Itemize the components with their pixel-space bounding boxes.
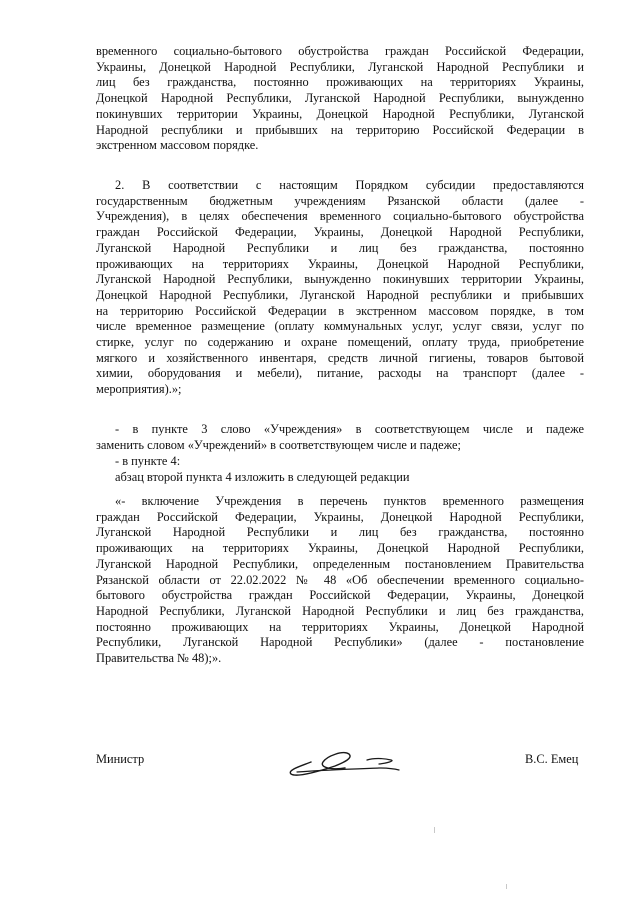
text-line: экстренном массовом порядке. [96,138,259,153]
signer-position: Министр [96,752,145,766]
text-line: - в пункте 3 слово «Учреждения» в соответствующем числе и падеже [115,422,584,436]
paragraph-5-text: абзац второй пункта 4 изложить в следующей редакции [115,470,410,484]
text-line: Рязанской области от 22.02.2022 № 48 «Об обеспечении временного социально- [96,572,584,587]
text-line: стирке, услуг по содержанию и охране помещений, оплату труда, приобретение [96,335,584,350]
text-line: мягкого и хозяйственного инвентаря, средств личной гигиены, товаров бытовой [96,350,584,365]
paragraph-4-text: - в пункте 4: [115,454,181,468]
text-line: Учреждения), в целях обеспечения временного социально-бытового обустройства [96,209,584,224]
text-line: заменить словом «Учреждений» в соответствующем числе и падеже; [96,437,461,452]
text-line: постоянно проживающих на территориях Украины, Донецкой Народной [96,619,584,634]
text-line: 2. В соответствии с настоящим Порядком субсидии предоставляются [115,178,584,192]
text-line: Донецкой Народной Республики, Луганской Народной республики и прибывших [96,287,584,302]
paragraph-6 [96,494,584,667]
text-line: Правительства № 48);». [96,651,222,666]
text-line: лиц без гражданства, постоянно проживающих на территориях Украины, [96,75,584,90]
text-line: Народной республики и прибывших на территорию Российской Федерации в [96,122,584,137]
paragraph-1 [96,44,584,154]
paragraph-2 [96,178,584,398]
text-line: проживающих на территориях Украины, Донецкой Народной Республики, [96,256,584,271]
signer-name: В.С. Емец [525,752,579,766]
text-line: мероприятия).»; [96,382,182,397]
text-line: Луганской Народной Республики и лиц без гражданства, постоянно [96,240,584,255]
text-line: проживающих на территориях Украины, Донецкой Народной Республики, [96,541,584,556]
paragraph-4 [115,454,584,470]
text-line: государственным бюджетным учреждениям Рязанской области (далее - [96,193,584,208]
text-line: бытового обустройства граждан Российской Федерации, Украины, Донецкой [96,588,584,603]
text-line: покинувших территории Украины, Донецкой Народной Республики, Луганской [96,106,584,121]
paragraph-5 [115,470,584,486]
text-line: Луганской Народной Республики, вынужденно покинувших территории Украины, [96,272,584,287]
text-line: на территорию Российской Федерации в экстренном массовом порядке, в том [96,303,584,318]
scan-speck [434,827,435,833]
text-line: Луганской Народной Республики и лиц без гражданства, постоянно [96,525,584,540]
text-line: Народной Республики, Луганской Народной Республики и лиц без гражданства, [96,603,584,618]
text-line: «- включение Учреждения в перечень пунктов временного размещения [115,494,584,508]
text-line: Луганской Народной Республики, определенным постановлением Правительства [96,556,584,571]
text-line: граждан Российской Федерации, Украины, Донецкой Народной Республики, [96,509,584,524]
handwritten-signature [283,740,413,780]
text-line: временного социально-бытового обустройства граждан Российской Федерации, [96,44,584,58]
text-line: граждан Российской Федерации, Украины, Донецкой Народной Республики, [96,225,584,240]
text-line: числе временное размещение (оплату коммунальных услуг, услуг связи, услуг по [96,319,584,334]
paragraph-3 [96,422,584,453]
text-line: Украины, Донецкой Народной Республики, Луганской Народной Республики и [96,59,584,74]
text-line: Республики, Луганской Народной Республики» (далее - постановление [96,635,584,650]
text-line: Донецкой Народной Республики, Луганской Народной Республики, вынужденно [96,91,584,106]
text-line: химии, оборудования и мебели), питание, расходы на транспорт (далее - [96,366,584,381]
scan-speck [506,884,507,889]
